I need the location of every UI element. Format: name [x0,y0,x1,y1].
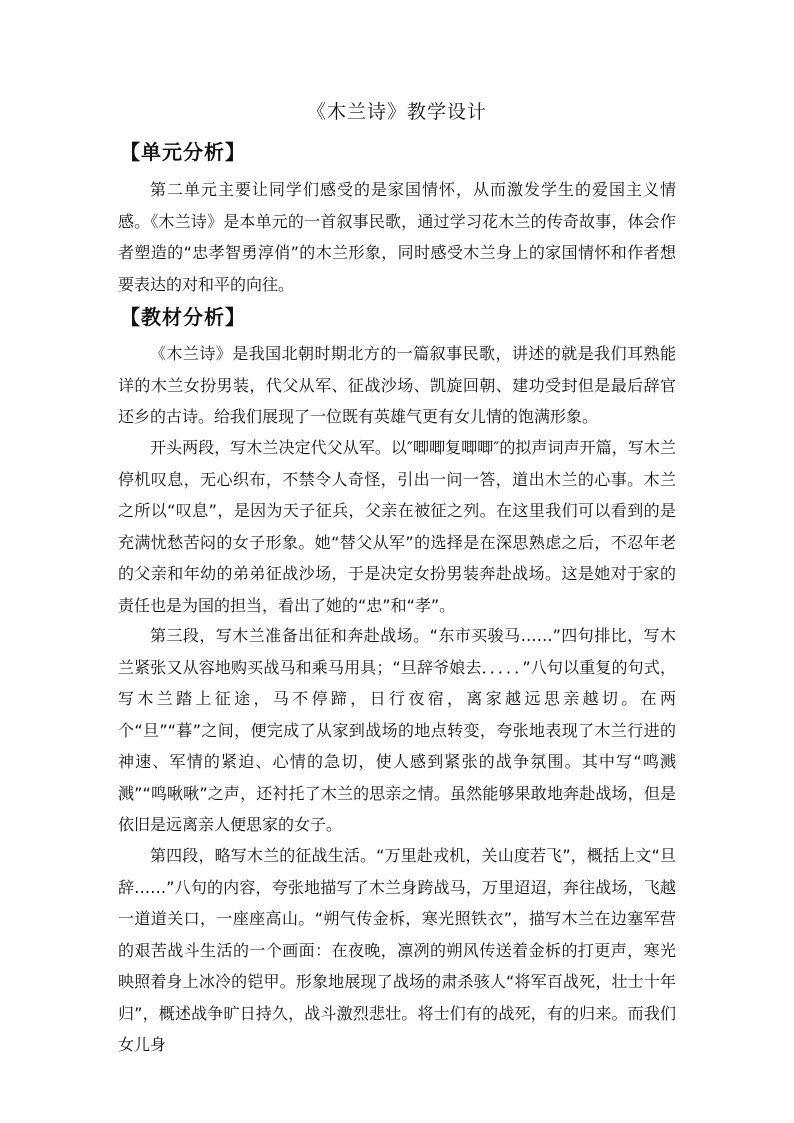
section-heading-unit-analysis: 【单元分析】 [120,140,246,164]
document-title: 《木兰诗》教学设计 [306,101,487,123]
paragraph-fourth-segment: 第四段，略写木兰的征战生活。“万里赴戎机，关山度若飞”，概括上文“旦辞……”八句的内容，夸张地描写了木兰身跨战马，万里迢迢，奔往战场，飞越一道道关口，一座座高山。“朔气传金柝，寒光照铁衣”，描写木兰在边塞军营的艰苦战斗生活的一个画面：在夜晚，凛冽的朔风传送着金柝的打更声，寒光映照着身上冰冷的铠甲。形象地展现了战场的肃杀骇人“将军百战死，壮士十年归”，概述战争旷日持久，战斗激烈悲壮。将士们有的战死，有的归来。而我们女儿身 [118,846,676,1054]
section-heading-material-analysis: 【教材分析】 [120,305,246,329]
paragraph-opening-segments: 开头两段，写木兰决定代父从军。以″唧唧复唧唧″的拟声词声开篇，写木兰停机叹息，无心织布，不禁令人奇怪，引出一问一答，道出木兰的心事。木兰之所以“叹息”，是因为天子征兵，父亲在被征之列。在这里我们可以看到的是充满忧愁苦闷的女子形象。她“替父从军”的选择是在深思熟虑之后，不忍年老的父亲和年幼的弟弟征战沙场，于是决定女扮男装奔赴战场。这是她对于家的责任也是为国的担当，看出了她的“忠”和“孝”。 [118,438,676,615]
paragraph-material-intro: 《木兰诗》是我国北朝时期北方的一篇叙事民歌，讲述的就是我们耳熟能详的木兰女扮男装，代父从军、征战沙场、凯旋回朝、建功受封但是最后辞官还乡的古诗。给我们展现了一位既有英雄气更有女儿情的饱满形象。 [118,344,676,426]
paragraph-unit-analysis: 第二单元主要让同学们感受的是家国情怀，从而激发学生的爱国主义情感。《木兰诗》是本单元的一首叙事民歌，通过学习花木兰的传奇故事，体会作者塑造的“忠孝智勇淳俏”的木兰形象，同时感受木兰身上的家国情怀和作者想要表达的对和平的向往。 [118,180,676,294]
paragraph-third-segment: 第三段，写木兰准备出征和奔赴战场。“东市买骏马……”四句排比，写木兰紧张又从容地购买战马和乘马用具；“旦辞爷娘去．．．．．”八句以重复的句式，写木兰踏上征途，马不停蹄，日行夜宿，离家越远思亲越切。在两个“旦”“暮”之间，便完成了从家到战场的地点转变，夸张地表现了木兰行进的神速、军情的紧迫、心情的急切，使人感到紧张的战争氛围。其中写“鸣溅溅”“鸣啾啾”之声，还衬托了木兰的思亲之情。虽然能够果敢地奔赴战场，但是依旧是远离亲人便思家的女子。 [118,626,676,834]
